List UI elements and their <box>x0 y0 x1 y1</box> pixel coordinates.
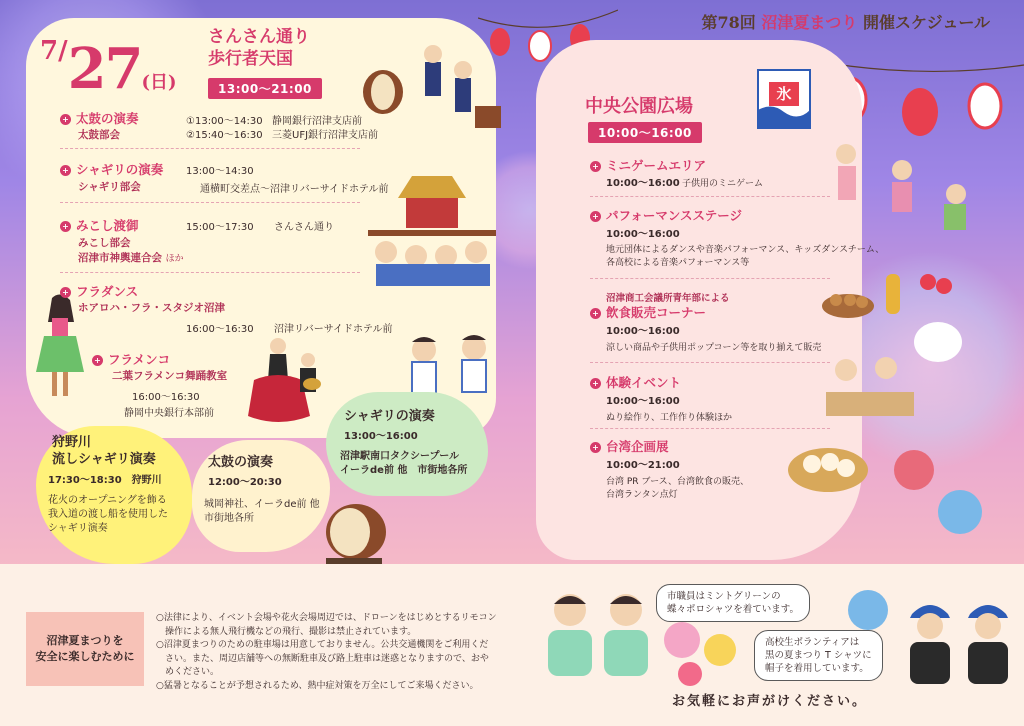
event-taiko-name: + 太鼓の演奏 <box>60 109 139 127</box>
big-drum-illustration <box>316 496 396 568</box>
event-taiwan-time: 10:00～21:00 <box>606 460 680 471</box>
divider <box>590 362 830 363</box>
craft-kids-illustration <box>820 352 920 420</box>
event-workshop-name: + 体験イベント <box>590 373 681 391</box>
plus-icon: + <box>60 114 71 125</box>
plus-icon: + <box>60 287 71 298</box>
plus-icon: + <box>590 442 601 453</box>
taiko-bubble-time: 12:00～20:30 <box>208 477 282 488</box>
staff-speech-bubble: 市職員はミントグリーンの 蝶々ポロシャツを着ています。 <box>656 584 810 622</box>
event-flamenco-group: 二葉フラメンコ舞踊教室 <box>112 370 228 382</box>
page-title <box>702 10 991 33</box>
left-venue-title <box>208 26 310 70</box>
event-food-desc: 涼しい商品や子供用ポップコーン等を取り揃えて販売 <box>606 343 822 353</box>
event-hula-name: + フラダンス <box>60 282 138 300</box>
title-highlight: 沼津夏まつり <box>761 13 858 32</box>
event-taiwan-desc: 台湾 PR ブース、台湾飲食の販売、 台湾ランタン点灯 <box>606 477 749 500</box>
event-taiko-place-1: 静岡銀行沼津支店前 <box>272 116 362 127</box>
event-taiko-time-1: ①13:00～14:30 <box>186 116 263 127</box>
divider <box>590 278 830 279</box>
event-shagiri-place: 通横町交差点～沼津リバーサイドホテル前 <box>200 184 389 195</box>
divider <box>60 148 360 149</box>
event-taiko-time-2: ②15:40～16:30 <box>186 130 263 141</box>
event-food-time: 10:00～16:00 <box>606 326 680 337</box>
event-mikoshi-name: + みこし渡御 <box>60 216 139 234</box>
event-shagiri-time: 13:00～14:30 <box>186 166 254 177</box>
divider <box>590 428 830 429</box>
student-volunteers-illustration <box>900 592 1020 688</box>
right-venue-hours: 10:00～16:00 <box>588 122 702 143</box>
event-hula-place: 沼津リバーサイドホテル前 <box>274 324 393 335</box>
event-workshop-time: 10:00～16:00 <box>606 396 680 407</box>
venue-name-line1: さんさん通り <box>208 27 310 47</box>
kanogawa-text: 花火のオープニングを飾る 我入道の渡し船を使用した シャギリ演奏 <box>48 495 168 534</box>
divider <box>60 202 360 203</box>
event-minigame-name: + ミニゲームエリア <box>590 156 706 174</box>
event-flamenco-name: + フラメンコ <box>92 350 170 368</box>
mikoshi-illustration <box>362 172 502 290</box>
footer-call-text: お気軽にお声がけください。 <box>672 694 868 709</box>
event-taiko-place-2: 三菱UFJ銀行沼津支店前 <box>272 130 379 141</box>
taiko-bubble-title: 太鼓の演奏 <box>208 455 274 470</box>
title-suffix: 開催スケジュール <box>862 13 990 32</box>
flower-decoration-icon <box>840 586 900 636</box>
plus-icon: + <box>590 161 601 172</box>
volunteer-speech-bubble: 高校生ボランティアは 黒の夏まつり T シャツに 帽子を着用しています。 <box>754 630 883 681</box>
left-venue-hours: 13:00～21:00 <box>208 78 322 99</box>
divider <box>590 196 830 197</box>
safety-label-box: 沼津夏まつりを 安全に楽しむために <box>26 612 144 686</box>
event-flamenco-time: 16:00～16:30 <box>132 392 200 403</box>
event-taiko-group: 太鼓部会 <box>78 129 120 141</box>
event-shagiri-name: + シャギリの演奏 <box>60 160 163 178</box>
event-mikoshi-place: さんさん通り <box>274 222 334 233</box>
event-stage-name: + パフォーマンスステージ <box>590 206 742 224</box>
kanogawa-time: 17:30～18:30 狩野川 <box>48 475 162 486</box>
flamenco-dancer-illustration <box>248 330 328 430</box>
event-food-name: + 飲食販売コーナー <box>590 303 706 321</box>
plus-icon: + <box>590 378 601 389</box>
shagiri-bubble-places: 沼津駅南口タクシープール イーラde前 他 市街地各所 <box>340 451 468 476</box>
event-mikoshi-time: 15:00～17:30 <box>186 222 254 233</box>
event-shagiri-group: シャギリ部会 <box>78 181 141 193</box>
event-food-pre: 沼津商工会議所青年部による <box>606 293 730 304</box>
dancing-kids-illustration <box>826 140 986 244</box>
event-mikoshi-group2: 沼津市神輿連合会 ほか <box>78 252 184 264</box>
plus-icon: + <box>92 355 103 366</box>
event-minigame-time: 10:00～16:00 <box>606 178 680 189</box>
event-flamenco-place: 静岡中央銀行本部前 <box>124 408 214 419</box>
event-minigame-desc: 子供用のミニゲーム <box>682 179 764 189</box>
plus-icon: + <box>590 308 601 319</box>
kanogawa-title: 狩野川 流しシャギリ演奏 <box>52 435 156 467</box>
date-month: 7/ <box>40 36 68 66</box>
event-stage-time: 10:00～16:00 <box>606 229 680 240</box>
event-hula-time: 16:00～16:30 <box>186 324 254 335</box>
event-workshop-desc: ぬり絵作り、工作作り体験ほか <box>606 413 733 423</box>
date-day: 27 <box>67 36 142 102</box>
ice-sign-text: 氷 <box>769 82 799 106</box>
date-weekday: (日) <box>141 72 177 93</box>
flower-decoration-icon <box>660 620 760 690</box>
event-taiwan-name: + 台湾企画展 <box>590 437 669 455</box>
event-mikoshi-group1: みこし部会 <box>78 237 131 249</box>
event-date <box>40 36 177 102</box>
plus-icon: + <box>590 211 601 222</box>
taiko-drummers-illustration <box>355 22 505 137</box>
event-stage-desc: 地元団体によるダンスや音楽パフォーマンス、キッズダンスチーム、 各高校による音楽パフォーマンス等 <box>606 245 885 268</box>
dumpling-basket-illustration <box>784 436 994 544</box>
venue-name-line2: 歩行者天国 <box>208 49 293 69</box>
title-prefix: 第78回 <box>701 13 756 32</box>
right-venue-title: 中央公園広場 <box>585 96 693 117</box>
taiko-bubble-places: 城岡神社、イーラde前 他 市街地各所 <box>204 499 320 524</box>
event-hula-group: ホアロハ・フラ・スタジオ沼津 <box>78 302 225 314</box>
shagiri-bubble-time: 13:00～16:00 <box>344 431 418 442</box>
plus-icon: + <box>60 165 71 176</box>
shagiri-bubble-title: シャギリの演奏 <box>344 409 435 424</box>
safety-rules: ○法律により、イベント会場や花火会場周辺では、ドローンをはじめとするリモコン 操作による無人飛行機などの飛行、撮影は禁止されています。 ○沼津夏まつりのための駐車場は用意しておりません。公共交通機関をご利用くだ さい。また、周辺店舗等への無断駐車及び路上駐車は迷惑となりますので、おや めください。 ○猛暑となることが予想されるため、熱中症対策を万全にしてご来場ください。 <box>156 613 497 691</box>
plus-icon: + <box>60 221 71 232</box>
divider <box>60 272 360 273</box>
city-staff-illustration <box>540 584 656 680</box>
